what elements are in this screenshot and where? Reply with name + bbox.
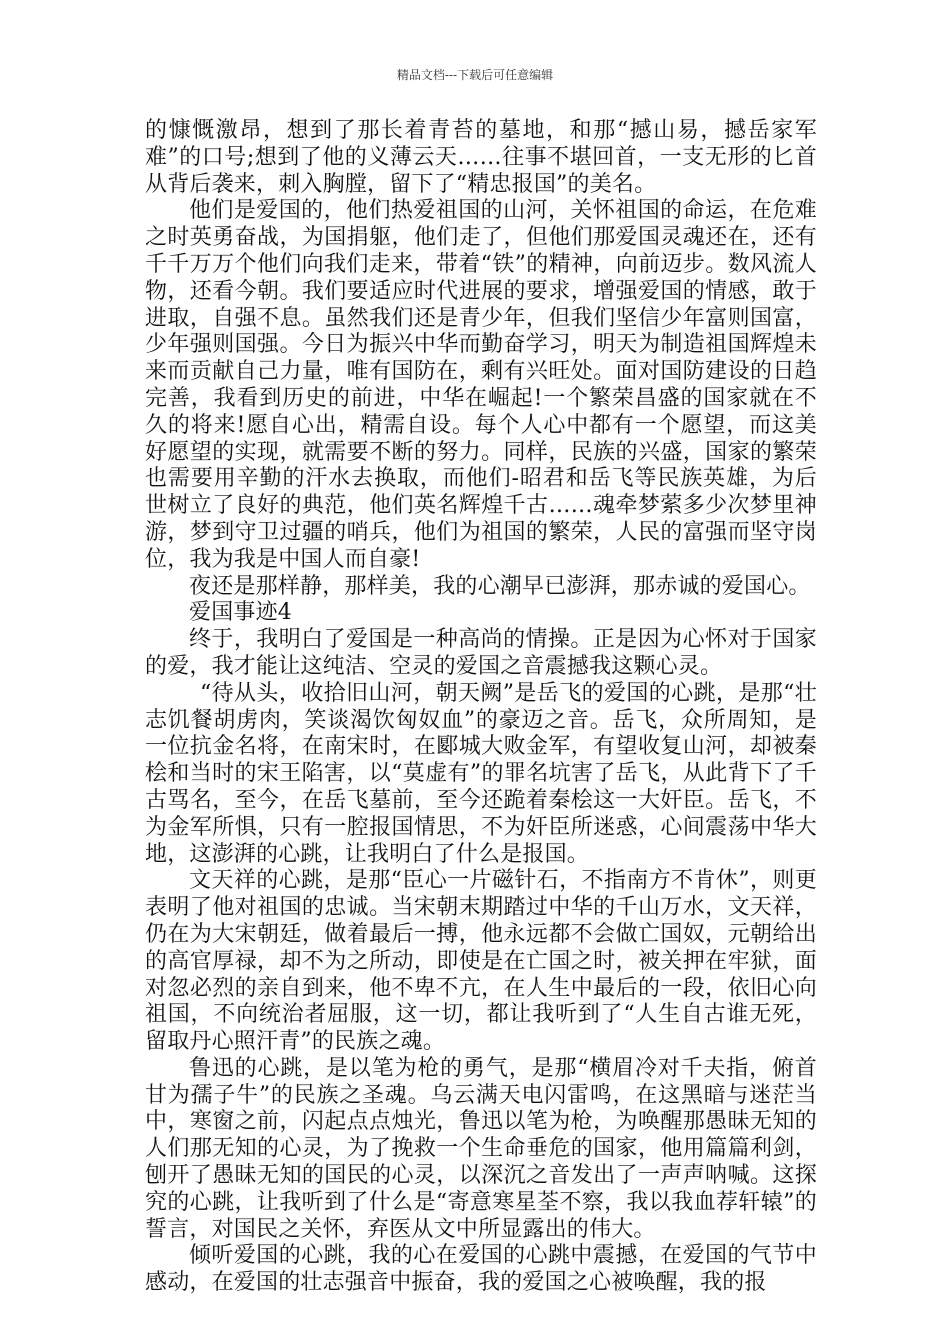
- page-header: 精品文档---下载后可任意编辑: [396, 68, 554, 82]
- paragraph-5: “待从头，收拾旧山河，朝天阙”是岳飞的爱国的心跳，是那“壮志饥餐胡虏肉，笑谈渴饮匈奴血”的豪迈之音。岳飞，众所周知，是一位抗金名将，在南宋时，在郾城大败金军，有望收复山河，却被秦桧和当时的宋王陷害，以“莫虚有”的罪名坑害了岳飞，从此背下了千古骂名，至今，在岳飞墓前，至今还跪着秦桧这一大奸臣。岳飞，不为金军所惧，只有一腔报国情思，不为奸臣所迷惑，心间震荡中华大地，这澎湃的心跳，让我明白了什么是报国。: [145, 680, 817, 867]
- paragraph-4: 终于，我明白了爱国是一种高尚的情操。正是因为心怀对于国家的爱，我才能让这纯洁、空灵的爱国之音震撼我这颗心灵。: [145, 627, 817, 679]
- paragraph-6: 文天祥的心跳，是那“臣心一片磁针石，不指南方不肯休”，则更表明了他对祖国的忠诚。当宋朝末期踏过中华的千山万水，文天祥，仍在为大宋朝廷，做着最后一搏，他永远都不会做亡国奴，元朝给出的高官厚禄，却不为之所动，即使是在亡国之时，被关押在牢狱，面对忽必烈的亲自到来，他不卑不亢，在人生中最后的一段，依旧心向祖国，不向统治者屈服，这一切，都让我听到了“人生自古谁无死，留取丹心照汗青”的民族之魂。: [145, 868, 817, 1055]
- paragraph-3: 夜还是那样静，那样美，我的心潮早已澎湃，那赤诚的爱国心。: [189, 573, 811, 599]
- paragraph-8: 倾听爱国的心跳，我的心在爱国的心跳中震撼，在爱国的气节中感动，在爱国的壮志强音中振奋，我的爱国之心被唤醒，我的报: [145, 1243, 817, 1296]
- paragraph-1: 的慷慨激昂，想到了那长着青苔的墓地，和那“撼山易，撼岳家军难”的口号;想到了他的义薄云天……往事不堪回首，一支无形的匕首从背后袭来，刺入胸膛，留下了“精忠报国”的美名。: [145, 118, 817, 197]
- document-body: [145, 118, 817, 1297]
- paragraph-2: 他们是爱国的，他们热爱祖国的山河，关怀祖国的命运，在危难之时英勇奋战，为国捐躯，他们走了，但他们那爱国灵魂还在，还有千千万万个他们向我们走来，带着“铁”的精神，向前迈步。数风流人物，还看今朝。我们要适应时代进展的要求，增强爱国的情感，敢于进取，自强不息。虽然我们还是青少年，但我们坚信少年富则国富，少年强则国强。今日为振兴中华而勤奋学习，明天为制造祖国辉煌未来而贡献自己力量，唯有国防在，剩有兴旺处。面对国防建设的日趋完善，我看到历史的前进，中华在崛起!一个繁荣昌盛的国家就在不久的将来!愿自心出，精需自设。每个人心中都有一个愿望，而这美好愿望的实现，就需要不断的努力。同样，民族的兴盛，国家的繁荣也需要用辛勤的汗水去换取，而他们-昭君和岳飞等民族英雄，为后世树立了良好的典范，他们英名辉煌千古……魂牵梦萦多少次梦里神游，梦到守卫过疆的哨兵，他们为祖国的繁荣，人民的富强而坚守岗位，我为我是中国人而自豪!: [145, 198, 817, 572]
- paragraph-7: 鲁迅的心跳，是以笔为枪的勇气，是那“横眉冷对千夫指，俯首甘为孺子牛”的民族之圣魂。乌云满天电闪雷鸣，在这黑暗与迷茫当中，寒窗之前，闪起点点烛光，鲁迅以笔为枪，为唤醒那愚昧无知的人们那无知的心灵，为了挽救一个生命垂危的国家，他用篇篇利剑，刨开了愚昧无知的国民的心灵，以深沉之音发出了一声声呐喊。这探究的心跳，让我听到了什么是“寄意寒星荃不察，我以我血荐轩辕”的誓言，对国民之关怀，弃医从文中所显露出的伟大。: [145, 1055, 817, 1242]
- section-title: 爱国事迹4: [189, 600, 292, 626]
